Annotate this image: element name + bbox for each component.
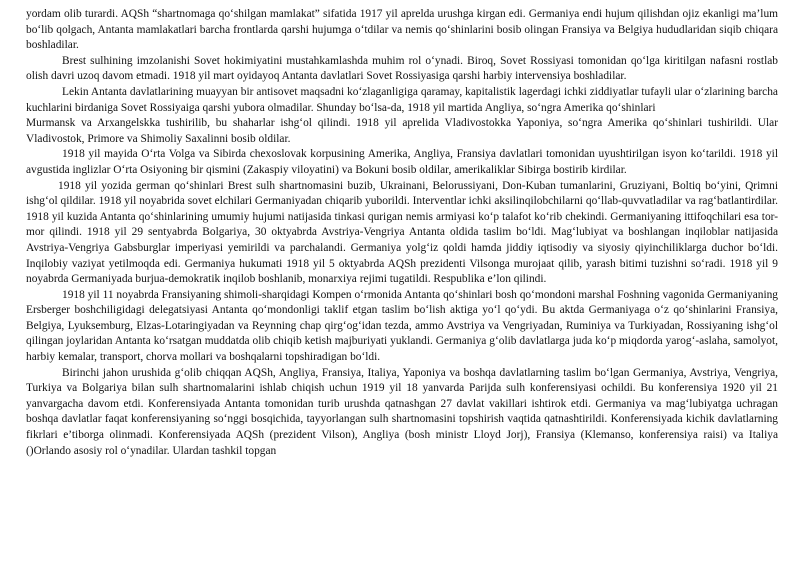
paragraph-6: 1918 yil yozida german qo‘shinlari Brest sulh shartnomasini buzib, Ukrainani, Belorussiyani, Don-Kuban tumanlarini, Gruziyani, Boltiq bo‘yini, Qrimni ishg‘ol qildilar. 1918 yil noyabrida sovet elchilari Germaniyadan chiqarib yuborildi. Interventlar ichki aksilinqilobchilarni qo‘llab-quvvatladilar va rag‘batlantirdilar. 1918 yil kuzida Antanta qo‘shinlarining umumiy hujumi natijasida tinkasi qurigan nemis armiyasi ko‘p talafot ko‘rib chekindi. Germaniyaning ittifoqchilari esa tor-mor qilindi. 1918 yil 29 sentyabrda Bolgariya, 30 oktyabrda Avstriya-Vengriya Antanta oldida taslim bo‘ldi. Mag‘lubiyat va boshlangan inqiloblar natijasida Avstriya-Vengriya Gabsburglar imperiyasi yemirildi va parchalandi. Germaniya yolg‘iz qoldi hamda jiddiy iqtisodiy va siyosiy qiyinchiliklarga duchor bo‘ldi. Inqilobiy vaziyat yetilmoqda edi. Germaniya hukumati 1918 yil 5 oktyabrda AQSh prezidenti Vilsonga murojaat qilib, yarash bitimi tuzishni so‘radi. 1918 yil 9 noyabrda Germaniyada burjua-demokratik inqilob boshlanib, monarxiya rejimi tugatildi. Respublika e’lon qilindi. [26, 179, 778, 286]
paragraph-5: 1918 yil mayida O‘rta Volga va Sibirda chexoslovak korpusining Amerika, Angliya, Fransiya davlatlari tomonidan uyushtirilgan isyon ko‘tarildi. 1918 yil avgustida inglizlar O‘rta Osiyoning bir qismini (Zakaspiy viloyatini) va Bokuni bosib oldilar, amerikaliklar Sibirga bostirib kirdilar. [26, 148, 778, 176]
paragraph-3: Lekin Antanta davlatlarining muayyan bir antisovet maqsadni ko‘zlaganligiga qaramay, kapitalistik lagerdagi ichki ziddiyatlar tufayli ular o‘zlarining barcha kuchlarini birdaniga Sovet Rossiyaiga qarshi yubora olmadilar. Shunday bo‘lsa-da, 1918 yil martida Angliya, so‘ngra Amerika qo‘shinlari [26, 85, 778, 114]
paragraph-8: Birinchi jahon urushida g‘olib chiqqan AQSh, Angliya, Fransiya, Italiya, Yaponiya va boshqa davlatlarning taslim bo‘lgan Germaniya, Avstriya, Vengriya, Turkiya va Bolgariya bilan sulh shartnomalarini ishlab chiqish uchun 1919 yil 18 yanvarda Parijda sulh konferensiyasi ochildi. Bu konferensiya 1920 yil 21 yanvargacha davom etdi. Konferensiyada Antanta tomonidan turib urushda qatnashgan 27 davlat vakillari ishtirok etdi. Germaniya va mag‘lubiyatga uchragan boshqa davlatlar faqat konferensiyaning so‘nggi bosqichida, tayyorlangan sulh shartnomasini topshirish vaqtida qatnashtirildi. Konferensiyada kichik davlatlarning fikrlari e’tiborga olinmadi. Konferensiyada AQSh (prezident Vilson), Angliya (bosh ministr Lloyd Jorj), Fransiya (Klemanso, konferensiya raisi) va Italiya ()Orlando asosiy rol o‘ynadilar. Ulardan tashkil topgan [26, 366, 778, 457]
paragraph-4: Murmansk va Arxangelskka tushirilib, bu shaharlar ishg‘ol qilindi. 1918 yil aprelida Vladivostokka Yaponiya, so‘ngra Amerika qo‘shinlari tushirildi. Ular Vladivostok, Primore va Shimoliy Saxalinni bosib oldilar. [26, 117, 778, 145]
paragraph-2: Brest sulhining imzolanishi Sovet hokimiyatini mustahkamlashda muhim rol o‘ynadi. Biroq, Sovet Rossiyasi tomonidan qo‘lga kiritilgan nafasni rostlab olish davri uzoq davom etmadi. 1918 yil mart oyidayoq Antanta davlatlari Sovet Rossiyasiga qarshi harbiy intervensiya boshladilar. [26, 54, 778, 83]
paragraph-7: 1918 yil 11 noyabrda Fransiyaning shimoli-sharqidagi Kompen o‘rmonida Antanta qo‘shinlari bosh qo‘mondoni marshal Foshning vagonida Germaniyaning Ersberger boshchiligidagi delegatsiyasi Antanta qo‘mondonligi taklif etgan taslim bo‘lish aktiga yo‘l qo‘ydi. Bu aktda Germaniyaga o‘z qo‘shinlarini Fransiya, Belgiya, Lyuksemburg, Elzas-Lotaringiyadan va Reynning chap qirg‘og‘idan tezda, ammo Avstriya va Vengriyadan, Ruminiya va Turkiyadan, Rossiyaning ishg‘ol qilingan joylaridan Antanta ko‘rsatgan muddatda olib chiqib ketish majburiyati yuklandi. Germaniya g‘olib davlatlarga juda ko‘p miqdorda yarog‘-aslaha, samolyot, harbiy kemalar, transport, chorva mollari va boshqalarni topshiradigan bo‘ldi. [26, 288, 778, 364]
document-page [26, 7, 778, 459]
paragraph-1: yordam olib turardi. AQSh “shartnomaga qo‘shilgan mamlakat” sifatida 1917 yil aprelda urushga kirgan edi. Germaniya endi hujum qilishdan ojiz ekanligi ma’lum bo‘lib qolgach, Antanta mamlakatlari barcha frontlarda qarshi hujumga o‘tdilar va nemis qo‘shinlarini bosib olingan Fransiya va Belgiya hududlaridan siqib chiqara boshladilar. [26, 8, 778, 52]
